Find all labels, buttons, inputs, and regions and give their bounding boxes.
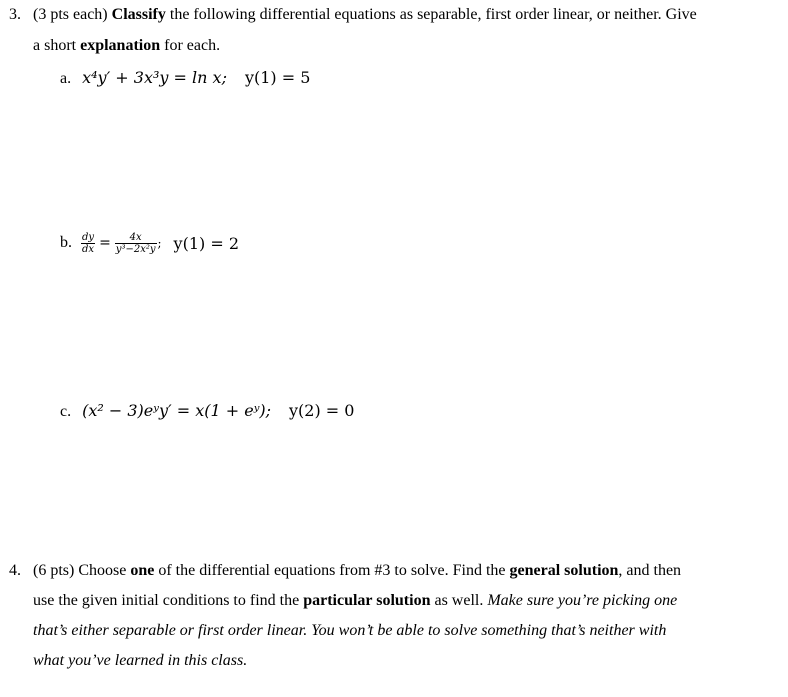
part-c-label: c. xyxy=(60,403,72,420)
problem-3-instructions-text: the following differential equations as separable, first order linear, or neither. Give xyxy=(165,6,697,23)
problem-4-line-1-text: of the differential equations from #3 to solve. Find the xyxy=(154,562,510,579)
problem-4-line-1-end: , and then xyxy=(618,562,682,579)
part-c-initial-condition: y(2) = 0 xyxy=(289,401,355,420)
problem-4-line-2 xyxy=(33,592,677,610)
part-c xyxy=(60,401,354,421)
problem-3-keyword-explanation: explanation xyxy=(80,37,161,54)
problem-4-line-1 xyxy=(33,562,681,580)
problem-4-keyword-particular-solution: particular solution xyxy=(303,592,431,609)
part-b-initial-condition: y(1) = 2 xyxy=(173,233,240,253)
part-b-label: b. xyxy=(60,234,72,251)
problem-3-instructions-line-1 xyxy=(33,6,697,24)
problem-4-keyword-general-solution: general solution xyxy=(509,562,619,579)
problem-4-points: (6 pts) Choose xyxy=(33,562,131,579)
problem-3-instructions-line-2 xyxy=(33,37,220,55)
problem-3-number: 3. xyxy=(9,6,21,23)
problem-3-line-2-rest: for each. xyxy=(160,37,221,54)
problem-4-italic-note-start: Make sure you’re picking one xyxy=(487,592,678,609)
part-b-dx: dx xyxy=(82,243,95,255)
part-b-derivative-fraction xyxy=(81,232,95,255)
part-a-equation: x⁴y′ + 3x³y = ln x; xyxy=(82,68,227,87)
problem-4-line-3: that’s either separable or first order linear. You won’t be able to solve something that’s neither with xyxy=(33,622,667,639)
problem-4-keyword-one: one xyxy=(130,562,155,579)
part-c-equation: (x² − 3)eʸy′ = x(1 + eʸ); xyxy=(82,401,272,420)
part-b-semicolon: ; xyxy=(157,236,162,250)
part-a-label: a. xyxy=(60,70,72,87)
part-b-dy: dy xyxy=(82,231,95,243)
problem-3-line-2-prefix: a short xyxy=(33,37,81,54)
part-b-numerator: 4x xyxy=(129,231,142,243)
part-b-rhs-fraction xyxy=(115,232,157,255)
problem-4-line-2-text: use the given initial conditions to find the xyxy=(33,592,304,609)
problem-4-line-2-mid: as well. xyxy=(430,592,488,609)
problem-4-line-4: what you’ve learned in this class. xyxy=(33,652,248,669)
part-b-denominator: y³−2x²y xyxy=(115,243,156,255)
part-b-equals: = xyxy=(99,235,111,251)
part-a xyxy=(60,68,310,88)
problem-4-number: 4. xyxy=(9,562,21,579)
part-b xyxy=(60,226,239,260)
part-a-initial-condition: y(1) = 5 xyxy=(244,68,311,87)
problem-3-points: (3 pts each) xyxy=(33,6,112,23)
problem-3-keyword-classify: Classify xyxy=(111,6,166,23)
